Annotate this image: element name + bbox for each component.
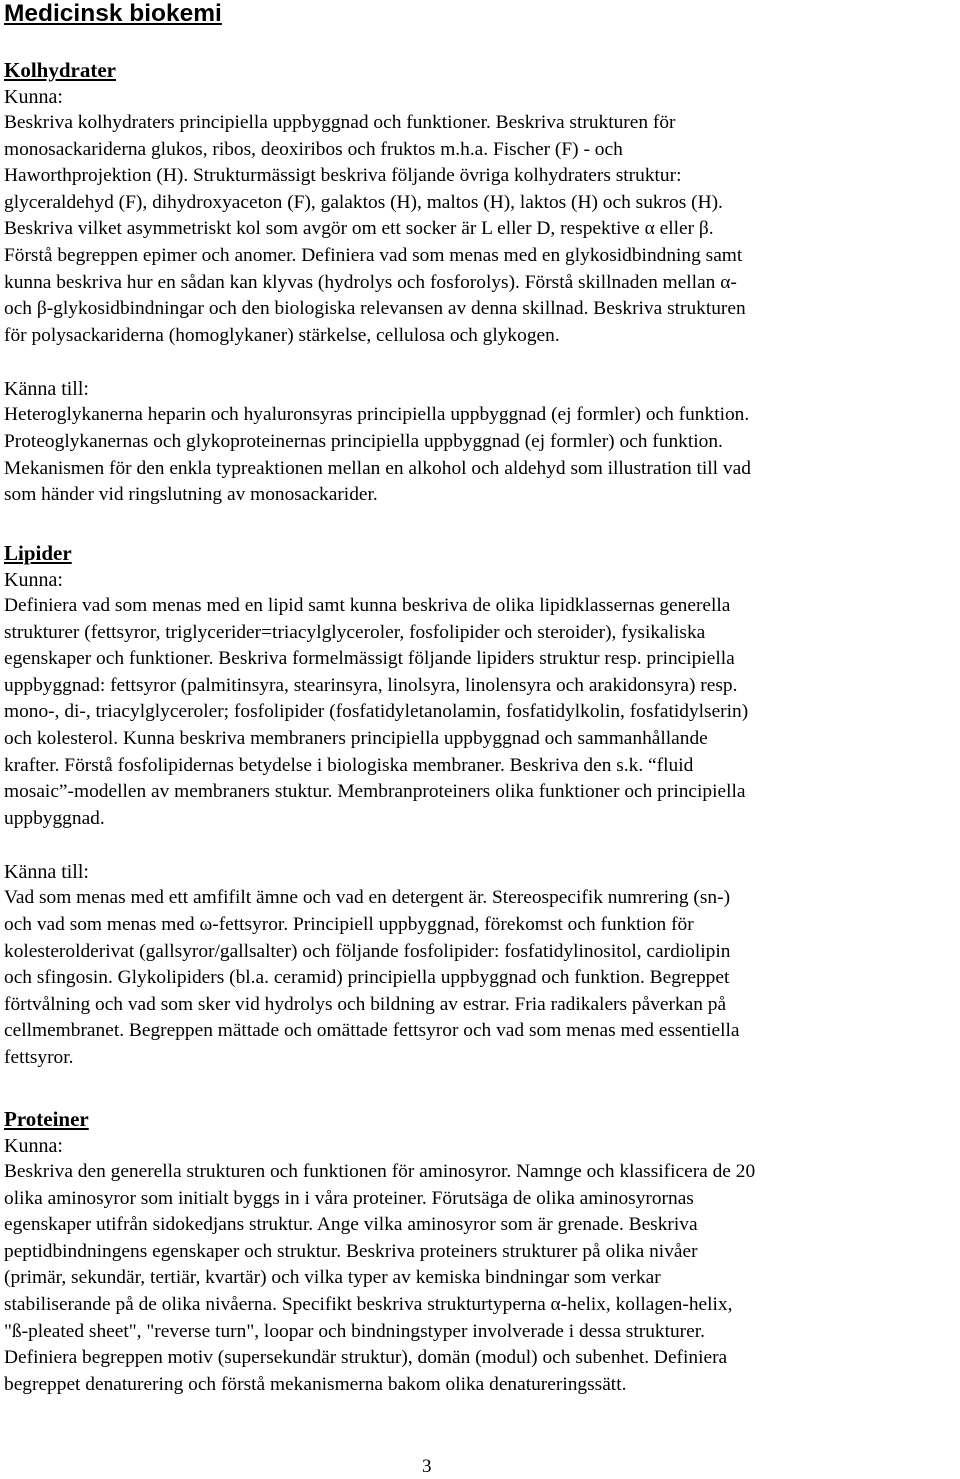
paragraph-spacer	[4, 349, 956, 376]
kunna-paragraph: Beskriva den generella strukturen och funktionen för aminosyror. Namnge och klassificera de 20 olika aminosyror som initialt byggs in i våra proteiner. Förutsäga de olika aminosyrornas egenskaper utifrån sidokedjans struktur. Ange vilka aminosyror som är grenade. Beskriva peptidbindningens egenskaper och struktur. Beskriva proteiners strukturer på olika nivåer (primär, sekundär, tertiär, kvartär) och vilka typer av kemiska bindningar som verkar stabiliserande på de olika nivåerna. Specifikt beskriva strukturtyperna α-helix, kollagen-helix, "ß-pleated sheet", "reverse turn", loopar och bindningstyper involverade i dessa strukturer. Definiera begreppen motiv (supersekundär struktur), domän (modul) och subenhet. Definiera begreppet denaturering och förstå mekanismerna bakom olika denatureringssätt.	[4, 1161, 756, 1395]
kunna-label: Kunna:	[4, 85, 63, 108]
kunna-paragraph: Beskriva kolhydraters principiella uppbyggnad och funktioner. Beskriva strukturen för monosackariderna glukos, ribos, deoxiribos och fruktos m.h.a. Fischer (F) - och Haworthprojektion (H). Strukturmässigt beskriva följande övriga kolhydraters struktur: glyceraldehyd (F), dihydroxyaceton (F), galaktos (H), maltos (H), laktos (H) och sukros (H). Beskriva vilket asymmetriskt kol som avgör om ett socker är L eller D, respektive α eller β. Förstå begreppen epimer och anomer. Definiera vad som menas med en glykosidbindning samt kunna beskriva hur en sådan kan klyvas (hydrolys och fosforolys). Förstå skillnaden mellan α- och β-glykosidbindningar och den biologiska relevansen av denna skillnad. Beskriva strukturen för polysackariderna (homoglykaner) stärkelse, cellulosa och glykogen.	[4, 112, 746, 346]
kanna-till-label: Känna till:	[4, 860, 89, 883]
section-title-proteiner: Proteiner	[4, 1107, 89, 1131]
paragraph-spacer	[4, 832, 956, 859]
kanna-till-paragraph: Vad som menas med ett amfifilt ämne och vad en detergent är. Stereospecifik numrering (sn-) och vad som menas med ω-fettsyror. Principiell uppbyggnad, förekomst och funktion för kolesterolderivat (gallsyror/gallsalter) och följande fosfolipider: fosfatidylinositol, cardiolipin och sfingosin. Glykolipiders (bl.a. ceramid) principiella uppbyggnad och funktion. Begreppet förtvålning och vad som sker vid hydrolys och bildning av estrar. Fria radikalers påverkan på cellmembranet. Begreppen mättade och omättade fettsyror och vad som menas med essentiella fettsyror.	[4, 887, 740, 1068]
section-title-kolhydrater: Kolhydrater	[4, 58, 116, 82]
kunna-paragraph: Definiera vad som menas med en lipid samt kunna beskriva de olika lipidklassernas generella strukturer (fettsyror, triglycerider=triacylglyceroler, fosfolipider och steroider), fysikaliska egenskaper och funktioner. Beskriva formelmässigt följande lipiders struktur resp. principiella uppbyggnad: fettsyror (palmitinsyra, stearinsyra, linolsyra, linolensyra och arakidonsyra) resp. mono-, di-, triacylglyceroler; fosfolipider (fosfatidyletanolamin, fosfatidylkolin, fosfatidylserin) och kolesterol. Kunna beskriva membraners principiella uppbyggnad och sammanhållande krafter. Förstå fosfolipidernas betydelse i biologiska membraner. Beskriva den s.k. “fluid mosaic”-modellen av membraners stuktur. Membranproteiners olika funktioner och principiella uppbyggnad.	[4, 595, 749, 829]
section-lipider	[4, 540, 956, 1072]
page-number: 3	[422, 1456, 432, 1477]
kunna-label: Kunna:	[4, 568, 63, 591]
section-title-lipider: Lipider	[4, 541, 72, 565]
document-title: Medicinsk biokemi	[4, 0, 222, 27]
kunna-label: Kunna:	[4, 1134, 63, 1157]
section-kolhydrater	[4, 57, 956, 509]
kanna-till-paragraph: Heteroglykanerna heparin och hyaluronsyras principiella uppbyggnad (ej formler) och funktion. Proteoglykanernas och glykoproteinernas principiella uppbyggnad (ej formler) och funktion. Mekanismen för den enkla typreaktionen mellan en alkohol och aldehyd som illustration till vad som händer vid ringslutning av monosackarider.	[4, 404, 751, 506]
kanna-till-label: Känna till:	[4, 377, 89, 400]
section-proteiner	[4, 1106, 956, 1398]
